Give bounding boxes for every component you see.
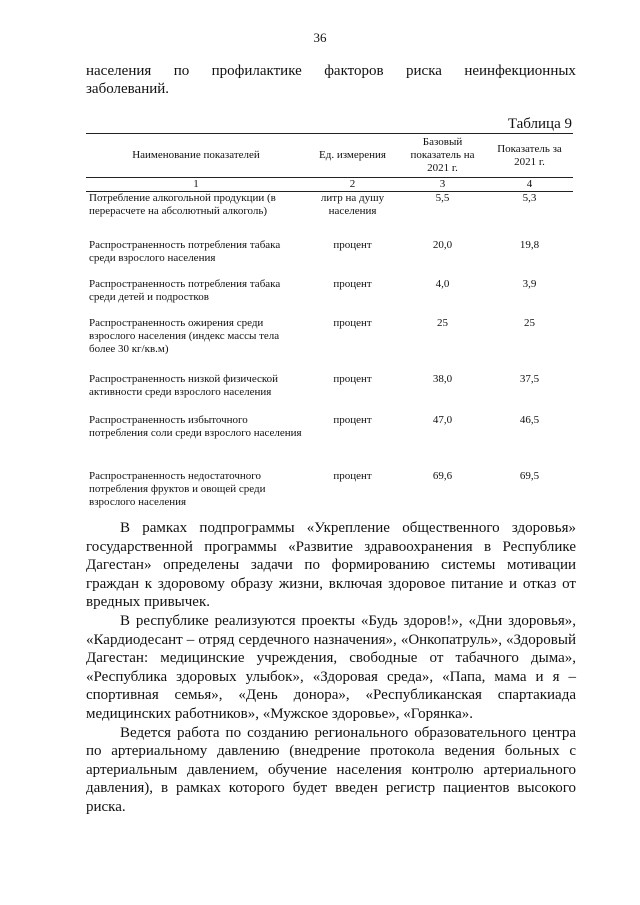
intro-word: факторов: [324, 63, 384, 79]
indicator-name: Распространенность низкой физической активности среди взрослого населения: [89, 372, 279, 398]
table-row: [86, 239, 573, 278]
indicator-base: 69,6: [432, 469, 453, 482]
indicator-base: 5,5: [435, 192, 450, 204]
indicator-name: Распространенность ожирения среди взрослого населения (индекс массы тела более 30 кг/кв.м): [89, 316, 280, 355]
indicators-table: [86, 133, 573, 514]
intro-word: профилактике: [211, 63, 302, 79]
indicator-actual: 19,8: [519, 238, 540, 251]
indicator-actual: 3,9: [522, 277, 537, 290]
indicator-unit: процент: [333, 469, 372, 482]
indicator-actual: 5,3: [522, 192, 537, 204]
table-row: [86, 373, 573, 414]
indicator-unit: процент: [333, 316, 372, 329]
indicator-actual: 37,5: [519, 372, 540, 385]
intro-line-1: [86, 62, 576, 80]
table-label: Таблица 9: [507, 116, 572, 132]
indicator-name: Распространенность избыточного потребления соли среди взрослого населения: [89, 413, 302, 439]
indicator-unit: литр на душу населения: [320, 192, 385, 217]
intro-word: населения: [86, 63, 152, 79]
column-number: 3: [399, 178, 486, 192]
indicator-unit: процент: [333, 413, 372, 426]
table-row: [86, 470, 573, 514]
table-row: [86, 192, 573, 239]
column-number: 4: [486, 178, 573, 192]
header-name: Наименование показателей: [86, 134, 306, 178]
table-row: [86, 317, 573, 373]
page-number: 36: [313, 30, 327, 45]
indicator-actual: 46,5: [519, 413, 540, 426]
table-header-row: [86, 134, 573, 178]
indicator-unit: процент: [333, 238, 372, 251]
intro-text: [86, 62, 576, 98]
indicator-base: 47,0: [432, 413, 453, 426]
indicator-name: Распространенность потребления табака среди взрослого населения: [89, 238, 281, 264]
indicator-base: 20,0: [432, 238, 453, 251]
indicator-base: 4,0: [435, 277, 450, 290]
column-number-row: [86, 178, 573, 192]
indicator-actual: 69,5: [519, 469, 540, 482]
header-unit: Ед. измерения: [306, 134, 399, 178]
intro-word: риска: [406, 63, 442, 79]
paragraph: В республике реализуются проекты «Будь здоров!», «Дни здоровья», «Кардиодесант – отряд сердечного назначения», «Онкопатруль», «Здоровый Дагестан: медицинские учреждения, свободные от табачного дыма», «Республика здоровых улыбок», «Здоровая среда», «Папа, мама и я – спортивная семья», «День донора», «Республиканская спартакиада медицинских работников», «Мужское здоровье», «Горянка».: [86, 612, 576, 722]
header-actual: Показатель за 2021 г.: [486, 134, 573, 178]
indicator-base: 25: [437, 316, 448, 329]
indicator-name: Распространенность потребления табака среди детей и подростков: [89, 277, 281, 303]
header-base: Базовый показатель на 2021 г.: [399, 134, 486, 178]
body-text: [86, 519, 576, 817]
indicator-name: Распространенность недостаточного потребления фруктов и овощей среди взрослого населения: [89, 469, 266, 508]
column-number: 2: [306, 178, 399, 192]
intro-word: по: [173, 63, 190, 79]
table-row: [86, 278, 573, 317]
indicator-name: Потребление алкогольной продукции (в перерасчете на абсолютный алкоголь): [89, 192, 276, 217]
column-number: 1: [86, 178, 306, 192]
intro-line-2: заболеваний.: [86, 81, 170, 97]
indicator-unit: процент: [333, 372, 372, 385]
paragraph: Ведется работа по созданию регионального образовательного центра по артериальному давлению (внедрение протокола ведения больных с артериальным давлением, обучение населения контролю артериального давления), в рамках которого будет введен регистр пациентов высокого риска.: [86, 724, 576, 815]
intro-word: неинфекционных: [464, 63, 576, 79]
indicator-unit: процент: [333, 277, 372, 290]
paragraph: В рамках подпрограммы «Укрепление общественного здоровья» государственной программы «Развитие здравоохранения в Республике Дагестан» определены задачи по формированию системы мотивации граждан к здоровому образу жизни, включая здоровое питание и отказ от вредных привычек.: [86, 520, 576, 611]
indicator-base: 38,0: [432, 372, 453, 385]
indicator-actual: 25: [524, 316, 535, 329]
table-row: [86, 414, 573, 470]
